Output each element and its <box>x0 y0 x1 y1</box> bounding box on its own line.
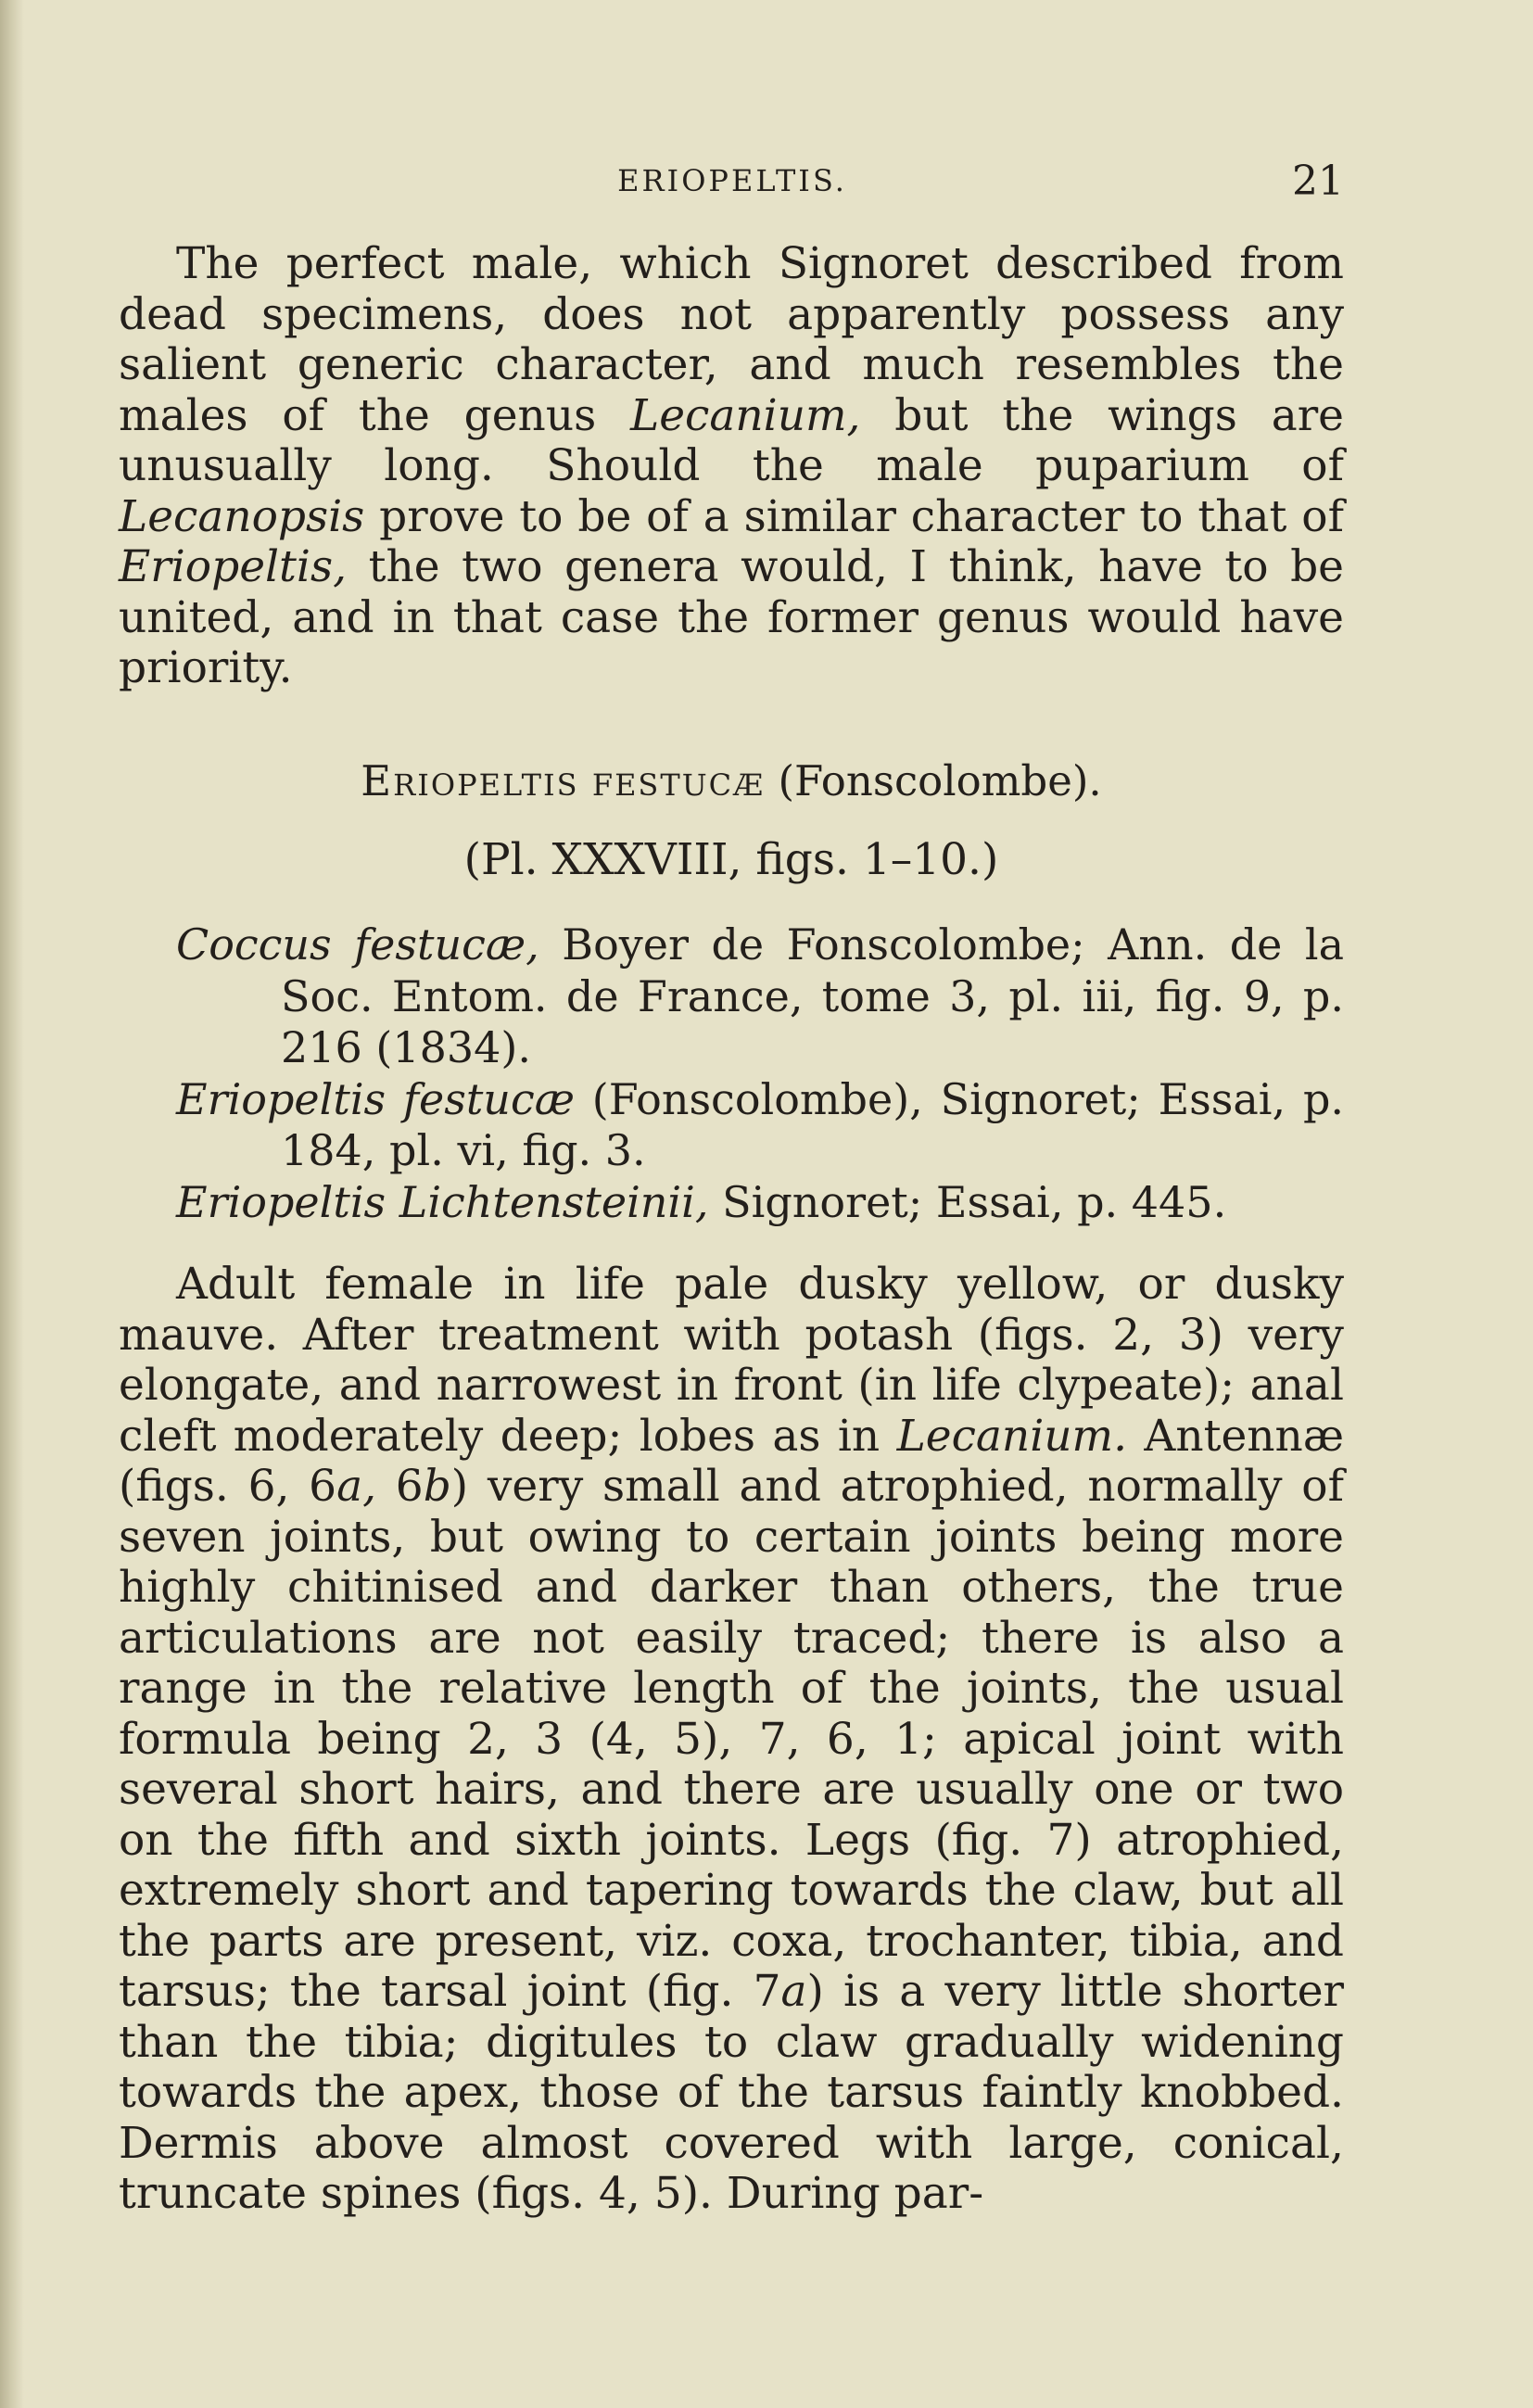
paragraph-text: ) is a very little shorter than the tibia; digitules to claw gradually widening towards the apex, those of the tarsus faintly knobbed. Dermis above almost covered with large, conical, truncate spines (figs. 4, 5). During par- <box>119 1966 1344 2219</box>
genus-name: Lecanium. <box>896 1410 1128 1462</box>
paragraph-text: the two genera would, I think, have to be united, and in that case the former genus would have priority. <box>119 541 1344 693</box>
synonym-citation: Signoret; Essai, p. 445. <box>722 1176 1227 1227</box>
species-genus: Eriopeltis <box>361 756 579 805</box>
running-title: ERIOPELTIS. <box>617 163 847 198</box>
figure-letter: b <box>423 1461 451 1512</box>
figure-letter: a <box>780 1966 807 2017</box>
genus-name: Eriopeltis, <box>119 541 348 592</box>
species-heading <box>119 756 1344 805</box>
paragraph-text: but the wings are unusually long. Should the male puparium of <box>119 389 1344 491</box>
paragraph-text: prove to be of a similar character to that of <box>364 490 1344 542</box>
paragraph-text: Adult female in life pale dusky yellow, or dusky mauve. After treatment with potash (figs. 2, 3) very elongate, and narrowest in front (in life clypeate); anal cleft moderately deep; lobes as in <box>119 1259 1344 1462</box>
figure-letter: a, <box>336 1461 377 1512</box>
synonym-name: Eriopeltis festucæ <box>176 1073 575 1124</box>
synonym-name: Coccus festucæ, <box>176 919 539 970</box>
paragraph-male-description <box>119 239 1344 694</box>
synonym-citation: (Fonscolombe), Signoret; Essai, p. 184, pl. vi, fig. 3. <box>281 1073 1345 1175</box>
synonym-entry <box>119 1074 1344 1177</box>
paragraph-female-description <box>119 1260 1344 2220</box>
synonym-entry <box>119 1177 1344 1229</box>
species-author: (Fonscolombe). <box>778 756 1102 805</box>
synonym-entry <box>119 919 1344 1074</box>
synonym-name: Eriopeltis Lichtensteinii, <box>176 1176 709 1227</box>
paragraph-text: Antennæ (figs. 6, 6 <box>119 1410 1345 1512</box>
synonym-citation: Boyer de Fonscolombe; Ann. de la Soc. Entom. de France, tome 3, pl. iii, fig. 9, p. 216 (1834). <box>281 919 1345 1072</box>
genus-name: Lecanopsis <box>119 490 365 542</box>
paragraph-text: 6 <box>376 1461 424 1512</box>
species-epithet: festucæ <box>591 756 766 805</box>
paragraph-text: ) very small and atrophied, normally of seven joints, but owing to certain joints being more highly chitinised and darker than others, the true articulations are not easily traced; there is also a range in the relative length of the joints, the usual formula being 2, 3 (4, 5), 7, 6, 1; apical joint with several short hairs, and there are usually one or two on the fifth and sixth joints. Legs (fig. 7) atrophied, extremely short and tapering towards the claw, but all the parts are present, viz. coxa, trochanter, tibia, and tarsus; the tarsal joint (fig. 7 <box>119 1461 1344 2017</box>
plate-reference: (Pl. XXXVIII, figs. 1–10.) <box>463 834 999 885</box>
running-header <box>120 158 1344 204</box>
page-number: 21 <box>1292 158 1344 205</box>
genus-name: Lecanium, <box>630 389 861 441</box>
paragraph-text: The perfect male, which Signoret described from dead specimens, does not apparently possess any salient generic character, and much resembles the males of the genus <box>119 238 1344 441</box>
synonymy-list <box>119 919 1344 1228</box>
